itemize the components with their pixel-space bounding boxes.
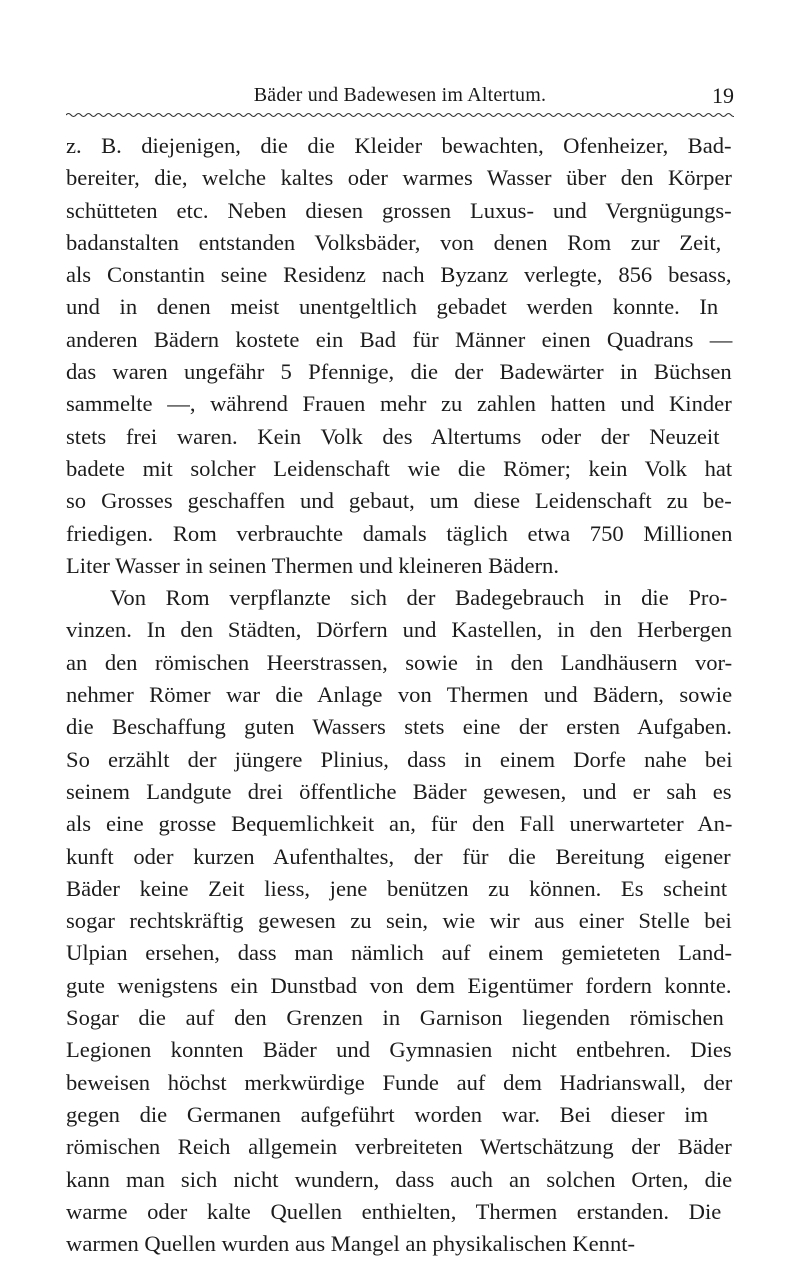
text-line: bereiter, die, welche kaltes oder warmes Wasser über den Körper xyxy=(66,165,732,191)
text-line: badanstalten entstanden Volksbäder, von denen Rom zur Zeit, xyxy=(66,229,722,255)
text-line: sammelte —, während Frauen mehr zu zahlen hatten und Kinder xyxy=(66,391,732,417)
text-line: beweisen höchst merkwürdige Funde auf dem Hadrianswall, der xyxy=(66,1069,733,1095)
running-title: Bäder und Badewesen im Altertum. xyxy=(253,84,547,106)
text-line: als eine grosse Bequemlichkeit an, für den Fall unerwarteter An- xyxy=(66,811,733,837)
text-line: das waren ungefähr 5 Pfennige, die der Badewärter in Büchsen xyxy=(66,359,732,385)
text-line: warme oder kalte Quellen enthielten, Thermen erstanden. Die xyxy=(66,1198,722,1224)
text-line: warmen Quellen wurden aus Mangel an physikalischen Kennt- xyxy=(66,1231,636,1257)
text-line: so Grosses geschaffen und gebaut, um diese Leidenschaft zu be- xyxy=(66,488,732,514)
text-line: als Constantin seine Residenz nach Byzanz verlegte, 856 besass, xyxy=(66,262,732,288)
text-line: friedigen. Rom verbrauchte damals täglich etwa 750 Millionen xyxy=(66,520,733,546)
text-line: an den römischen Heerstrassen, sowie in den Landhäusern vor- xyxy=(66,649,733,675)
text-line: kann man sich nicht wundern, dass auch an solchen Orten, die xyxy=(66,1166,733,1192)
text-line: So erzählt der jüngere Plinius, dass in einem Dorfe nahe bei xyxy=(66,746,733,772)
text-line: Liter Wasser in seinen Thermen und kleineren Bädern. xyxy=(66,552,559,578)
text-line: stets frei waren. Kein Volk des Altertums oder der Neuzeit xyxy=(66,423,720,449)
text-line: kunft oder kurzen Aufenthaltes, der für die Bereitung eigener xyxy=(66,843,731,869)
text-line: Legionen konnten Bäder und Gymnasien nicht entbehren. Dies xyxy=(66,1037,732,1063)
text-line: Ulpian ersehen, dass man nämlich auf einem gemieteten Land- xyxy=(66,940,733,966)
text-line: Bäder keine Zeit liess, jene benützen zu können. Es scheint xyxy=(66,875,728,901)
text-line: vinzen. In den Städten, Dörfern und Kastellen, in den Herbergen xyxy=(66,617,733,643)
text-line: seinem Landgute drei öffentliche Bäder gewesen, und er sah es xyxy=(66,778,732,804)
text-line: z. B. diejenigen, die die Kleider bewachten, Ofenheizer, Bad- xyxy=(66,133,732,158)
body-text xyxy=(66,130,746,1260)
text-line: anderen Bädern kostete ein Bad für Männer einen Quadrans — xyxy=(66,326,733,352)
text-line: und in denen meist unentgeltlich gebadet werden konnte. In xyxy=(66,294,719,320)
text-line: nehmer Römer war die Anlage von Thermen und Bädern, sowie xyxy=(66,682,733,708)
running-head xyxy=(66,84,734,112)
text-line: die Beschaffung guten Wassers stets eine der ersten Aufgaben. xyxy=(66,714,732,740)
text-line: gegen die Germanen aufgeführt worden war. Bei dieser im xyxy=(66,1101,709,1127)
page-number: 19 xyxy=(712,83,734,108)
text-line: badete mit solcher Leidenschaft wie die Römer; kein Volk hat xyxy=(66,455,733,481)
text-line: sogar rechtskräftig gewesen zu sein, wie wir aus einer Stelle bei xyxy=(66,908,732,934)
text-line: gute wenigstens ein Dunstbad von dem Eigentümer fordern konnte. xyxy=(66,972,732,998)
wavy-rule-divider xyxy=(66,110,734,120)
text-line: Sogar die auf den Grenzen in Garnison liegenden römischen xyxy=(66,1005,724,1031)
text-line: römischen Reich allgemein verbreiteten Wertschätzung der Bäder xyxy=(66,1134,732,1160)
paragraph-start-line: Von Rom verpflanzte sich der Badegebrauch in die Pro- xyxy=(110,585,728,611)
text-line: schütteten etc. Neben diesen grossen Luxus- und Vergnügungs- xyxy=(66,197,732,223)
